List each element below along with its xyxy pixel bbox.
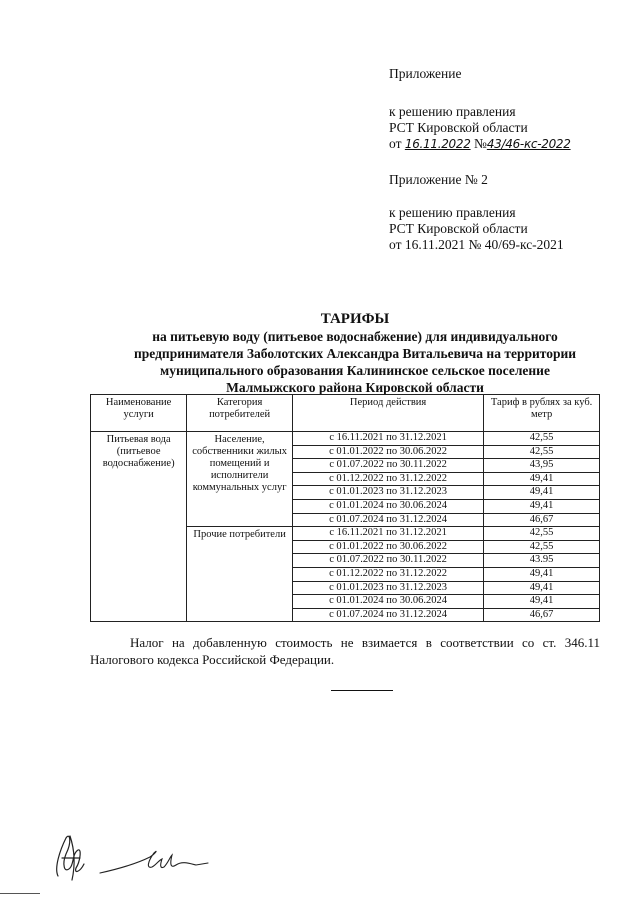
tariff-cell: 43,95: [484, 459, 600, 473]
tariff-cell: 49,41: [484, 486, 600, 500]
signature-initials: [50, 828, 100, 888]
category-cell: Прочие потребители: [187, 527, 293, 622]
period-cell: с 01.01.2023 по 31.12.2023: [292, 581, 483, 595]
period-cell: с 01.01.2023 по 31.12.2023: [292, 486, 483, 500]
signature: [98, 843, 218, 883]
tariff-cell: 42,55: [484, 445, 600, 459]
table-row: [91, 432, 600, 446]
heading-line: на питьевую воду (питьевое водоснабжение) для индивидуального: [152, 329, 558, 344]
service-cell: Питьевая вода (питьевое водоснабжение): [91, 432, 187, 622]
appendix-decision-block: [389, 104, 571, 152]
header-period: Период действия: [292, 395, 483, 432]
header-tariff: Тариф в рублях за куб. метр: [484, 395, 600, 432]
tariff-cell: 49,41: [484, 595, 600, 609]
header-service: Наименование услуги: [91, 395, 187, 432]
period-cell: с 01.12.2022 по 31.12.2022: [292, 567, 483, 581]
tariff-cell: 49,41: [484, 581, 600, 595]
period-cell: с 16.11.2021 по 31.12.2021: [292, 527, 483, 541]
tariff-cell: 42,55: [484, 527, 600, 541]
page-title: ТАРИФЫ: [320, 311, 390, 327]
tariff-cell: 43.95: [484, 554, 600, 568]
category-cell: Население, собственники жилых помещений и исполнители коммунальных услуг: [187, 432, 293, 527]
appendix2-line-authority: РСТ Кировской области: [389, 221, 528, 236]
table-header-row: [91, 395, 600, 432]
appendix2-line-date: от 16.11.2021 № 40/69-кс-2021: [389, 237, 564, 252]
period-cell: с 01.01.2022 по 30.06.2022: [292, 540, 483, 554]
period-cell: с 01.07.2022 по 30.11.2022: [292, 459, 483, 473]
footer-rule: [0, 893, 40, 894]
appendix-line-date: от 16.11.2022 №43/46-кс-2022: [389, 136, 571, 151]
tariff-cell: 49,41: [484, 567, 600, 581]
appendix2-decision-block: [389, 205, 564, 253]
period-cell: с 01.07.2024 по 31.12.2024: [292, 608, 483, 622]
tariff-cell: 42,55: [484, 432, 600, 446]
vat-note: Налог на добавленную стоимость не взимается в соответствии со ст. 346.11 Налогового кодекса Российской Федерации.: [90, 635, 600, 667]
heading-line: муниципального образования Калининское сельское поселение: [160, 363, 550, 378]
handwritten-date: 16.11.2022: [404, 137, 471, 151]
tariffs-table: [90, 394, 600, 622]
divider: [331, 690, 393, 691]
period-cell: с 01.01.2022 по 30.06.2022: [292, 445, 483, 459]
tariff-cell: 46,67: [484, 513, 600, 527]
tariff-cell: 49,41: [484, 472, 600, 486]
period-cell: с 01.07.2022 по 30.11.2022: [292, 554, 483, 568]
period-cell: с 01.01.2024 по 30.06.2024: [292, 595, 483, 609]
handwritten-number: 43/46-кс-2022: [486, 137, 571, 151]
tariff-cell: 49,41: [484, 499, 600, 513]
appendix2-line-decision: к решению правления: [389, 205, 516, 220]
appendix2-title: Приложение № 2: [389, 172, 488, 187]
appendix-line-decision: к решению правления: [389, 104, 516, 119]
period-cell: с 01.01.2024 по 30.06.2024: [292, 499, 483, 513]
header-category: Категория потребителей: [187, 395, 293, 432]
tariffs-heading: [95, 310, 615, 396]
tariff-cell: 42,55: [484, 540, 600, 554]
period-cell: с 01.07.2024 по 31.12.2024: [292, 513, 483, 527]
heading-line: предпринимателя Заболотских Александра Витальевича на территории: [133, 346, 577, 361]
tariff-cell: 46,67: [484, 608, 600, 622]
period-cell: с 16.11.2021 по 31.12.2021: [292, 432, 483, 446]
appendix-line-authority: РСТ Кировской области: [389, 120, 528, 135]
appendix-title: Приложение: [389, 66, 462, 81]
heading-line: Малмыжского района Кировской области: [226, 380, 484, 395]
period-cell: с 01.12.2022 по 31.12.2022: [292, 472, 483, 486]
